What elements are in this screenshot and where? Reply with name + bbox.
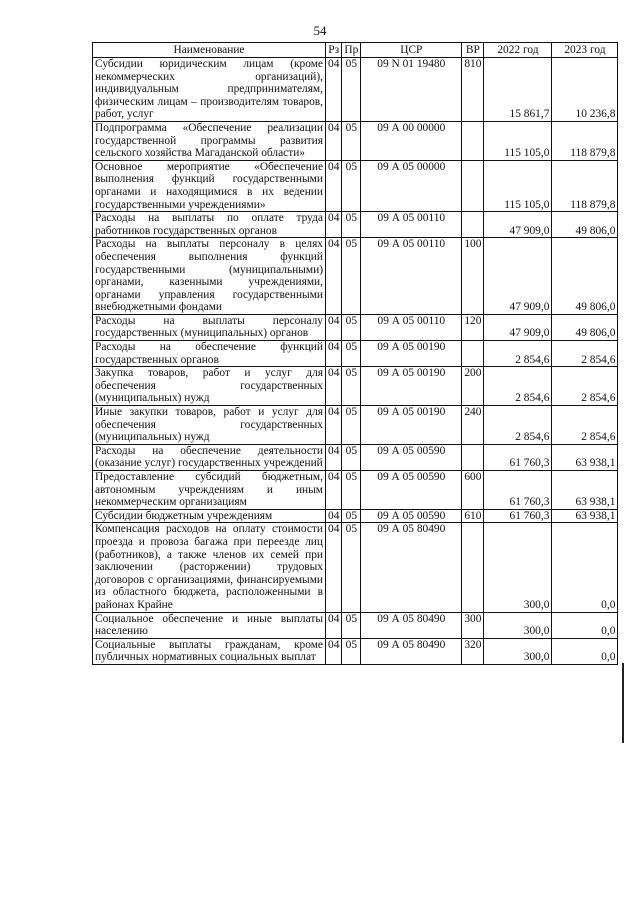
- cell-pr: 05: [342, 612, 361, 638]
- margin-line: [622, 663, 624, 743]
- cell-pr: 05: [342, 638, 361, 664]
- cell-name: Социальное обеспечение и иные выплаты населению: [93, 612, 326, 638]
- cell-csr: 09 А 05 00590: [361, 444, 462, 470]
- cell-vr: 240: [462, 406, 484, 445]
- cell-rz: 04: [326, 160, 342, 211]
- cell-rz: 04: [326, 523, 342, 612]
- cell-name: Расходы на обеспечение деятельности (оказание услуг) государственных учреждений: [93, 444, 326, 470]
- cell-y2022: 2 854,6: [484, 367, 552, 406]
- cell-vr: [462, 160, 484, 211]
- cell-y2023: 49 806,0: [552, 212, 618, 238]
- cell-csr: 09 А 05 00190: [361, 367, 462, 406]
- cell-csr: 09 А 05 00110: [361, 212, 462, 238]
- cell-csr: 09 А 05 00590: [361, 509, 462, 523]
- cell-csr: 09 А 00 00000: [361, 121, 462, 160]
- cell-y2023: 118 879,8: [552, 121, 618, 160]
- cell-y2023: 49 806,0: [552, 238, 618, 315]
- cell-pr: 05: [342, 314, 361, 340]
- cell-rz: 04: [326, 638, 342, 664]
- cell-csr: 09 А 05 80490: [361, 638, 462, 664]
- cell-csr: 09 А 05 00110: [361, 314, 462, 340]
- cell-rz: 04: [326, 314, 342, 340]
- cell-pr: 05: [342, 509, 361, 523]
- header-name: Наименование: [93, 43, 326, 58]
- header-2022: 2022 год: [484, 43, 552, 58]
- cell-pr: 05: [342, 444, 361, 470]
- cell-pr: 05: [342, 160, 361, 211]
- cell-y2023: 0,0: [552, 523, 618, 612]
- header-2023: 2023 год: [552, 43, 618, 58]
- cell-csr: 09 N 01 19480: [361, 58, 462, 122]
- cell-y2023: 63 938,1: [552, 471, 618, 510]
- cell-name: Основное мероприятие «Обеспечение выполнения функций государственными органами и находящимися в их ведении государственными учреждениями»: [93, 160, 326, 211]
- table-row: [93, 509, 618, 523]
- cell-vr: 610: [462, 509, 484, 523]
- cell-name: Субсидии юридическим лицам (кроме некоммерческих организаций), индивидуальным предпринимателям, физическим лицам – производителям товаров, работ, услуг: [93, 58, 326, 122]
- cell-rz: 04: [326, 406, 342, 445]
- cell-y2022: 47 909,0: [484, 238, 552, 315]
- cell-name: Субсидии бюджетным учреждениям: [93, 509, 326, 523]
- cell-name: Компенсация расходов на оплату стоимости проезда и провоза багажа при переезде лиц (работников), а также членов их семей при заключении (расторжении) трудовых договоров с организациями, финансируемыми из областного бюджета, расположенными в районах Крайне: [93, 523, 326, 612]
- cell-y2022: 2 854,6: [484, 406, 552, 445]
- cell-csr: 09 А 05 80490: [361, 523, 462, 612]
- cell-vr: [462, 444, 484, 470]
- cell-y2022: 300,0: [484, 612, 552, 638]
- cell-y2023: 2 854,6: [552, 341, 618, 367]
- table-row: [93, 406, 618, 445]
- cell-y2022: 61 760,3: [484, 471, 552, 510]
- cell-csr: 09 А 05 00110: [361, 238, 462, 315]
- table-row: [93, 212, 618, 238]
- table-header-row: [93, 43, 618, 58]
- table-row: [93, 444, 618, 470]
- cell-rz: 04: [326, 341, 342, 367]
- cell-y2022: 115 105,0: [484, 160, 552, 211]
- cell-csr: 09 А 05 00590: [361, 471, 462, 510]
- cell-rz: 04: [326, 238, 342, 315]
- cell-name: Расходы на выплаты по оплате труда работников государственных органов: [93, 212, 326, 238]
- cell-y2023: 0,0: [552, 612, 618, 638]
- cell-vr: 320: [462, 638, 484, 664]
- cell-name: Иные закупки товаров, работ и услуг для обеспечения государственных (муниципальных) нужд: [93, 406, 326, 445]
- cell-pr: 05: [342, 406, 361, 445]
- table-row: [93, 612, 618, 638]
- header-csr: ЦСР: [361, 43, 462, 58]
- table-row: [93, 160, 618, 211]
- cell-name: Предоставление субсидий бюджетным, автономным учреждениям и иным некоммерческим организациям: [93, 471, 326, 510]
- header-rz: Рз: [326, 43, 342, 58]
- cell-rz: 04: [326, 58, 342, 122]
- cell-y2022: 115 105,0: [484, 121, 552, 160]
- cell-y2022: 47 909,0: [484, 314, 552, 340]
- cell-y2023: 118 879,8: [552, 160, 618, 211]
- cell-y2022: 47 909,0: [484, 212, 552, 238]
- cell-csr: 09 А 05 00190: [361, 406, 462, 445]
- cell-pr: 05: [342, 58, 361, 122]
- cell-csr: 09 А 05 80490: [361, 612, 462, 638]
- cell-vr: 810: [462, 58, 484, 122]
- cell-y2022: 61 760,3: [484, 444, 552, 470]
- cell-vr: [462, 341, 484, 367]
- cell-rz: 04: [326, 212, 342, 238]
- cell-y2023: 0,0: [552, 638, 618, 664]
- table-row: [93, 238, 618, 315]
- cell-name: Расходы на выплаты персоналу государственных (муниципальных) органов: [93, 314, 326, 340]
- cell-y2023: 2 854,6: [552, 367, 618, 406]
- cell-vr: [462, 212, 484, 238]
- cell-pr: 05: [342, 523, 361, 612]
- table-row: [93, 638, 618, 664]
- cell-rz: 04: [326, 121, 342, 160]
- cell-rz: 04: [326, 509, 342, 523]
- cell-name: Закупка товаров, работ и услуг для обеспечения государственных (муниципальных) нужд: [93, 367, 326, 406]
- cell-csr: 09 А 05 00190: [361, 341, 462, 367]
- table-row: [93, 314, 618, 340]
- cell-vr: 100: [462, 238, 484, 315]
- table-row: [93, 523, 618, 612]
- table-row: [93, 58, 618, 122]
- cell-name: Подпрограмма «Обеспечение реализации государственной программы развития сельского хозяйства Магаданской области»: [93, 121, 326, 160]
- header-pr: Пр: [342, 43, 361, 58]
- cell-vr: [462, 121, 484, 160]
- header-vr: ВР: [462, 43, 484, 58]
- table-row: [93, 121, 618, 160]
- cell-y2022: 300,0: [484, 638, 552, 664]
- cell-name: Расходы на обеспечение функций государственных органов: [93, 341, 326, 367]
- page-number: 54: [313, 23, 327, 38]
- table-row: [93, 367, 618, 406]
- cell-vr: 120: [462, 314, 484, 340]
- cell-y2023: 63 938,1: [552, 444, 618, 470]
- cell-name: Расходы на выплаты персоналу в целях обеспечения выполнения функций государственными (муниципальными) органами, казенными учреждениями, органами управления государственными внебюджетными фондами: [93, 238, 326, 315]
- cell-name: Социальные выплаты гражданам, кроме публичных нормативных социальных выплат: [93, 638, 326, 664]
- cell-pr: 05: [342, 367, 361, 406]
- cell-rz: 04: [326, 612, 342, 638]
- cell-pr: 05: [342, 121, 361, 160]
- cell-pr: 05: [342, 212, 361, 238]
- cell-rz: 04: [326, 367, 342, 406]
- cell-vr: [462, 523, 484, 612]
- table-row: [93, 341, 618, 367]
- budget-table: [92, 42, 618, 665]
- cell-y2022: 15 861,7: [484, 58, 552, 122]
- cell-rz: 04: [326, 471, 342, 510]
- cell-y2023: 63 938,1: [552, 509, 618, 523]
- cell-pr: 05: [342, 341, 361, 367]
- cell-y2023: 49 806,0: [552, 314, 618, 340]
- cell-y2022: 2 854,6: [484, 341, 552, 367]
- cell-y2023: 2 854,6: [552, 406, 618, 445]
- cell-pr: 05: [342, 238, 361, 315]
- cell-vr: 300: [462, 612, 484, 638]
- cell-rz: 04: [326, 444, 342, 470]
- cell-vr: 600: [462, 471, 484, 510]
- table-row: [93, 471, 618, 510]
- cell-pr: 05: [342, 471, 361, 510]
- cell-y2022: 300,0: [484, 523, 552, 612]
- cell-y2022: 61 760,3: [484, 509, 552, 523]
- cell-y2023: 10 236,8: [552, 58, 618, 122]
- cell-vr: 200: [462, 367, 484, 406]
- cell-csr: 09 А 05 00000: [361, 160, 462, 211]
